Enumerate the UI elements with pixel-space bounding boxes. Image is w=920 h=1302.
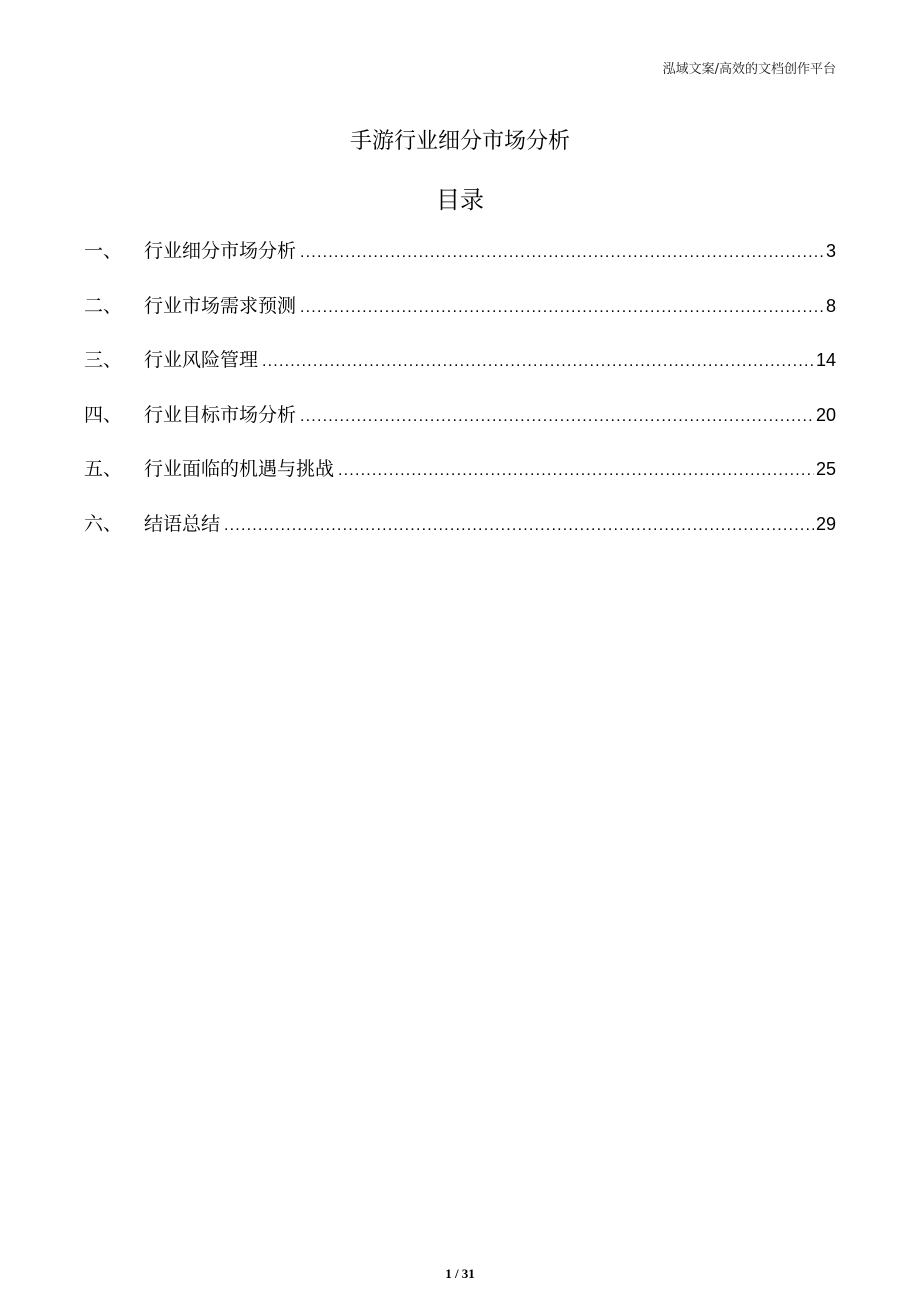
toc-entry-number: 二、 [84,294,123,317]
toc-entry-page: 3 [825,241,836,261]
toc-entry-page: 8 [825,295,836,316]
toc-entry-page: 25 [815,459,836,479]
toc-entry-1[interactable] [84,236,836,266]
toc-entry-number: 三、 [84,349,123,371]
toc-entry-page: 14 [815,350,836,370]
toc-entry-3[interactable] [84,345,836,375]
toc-entry-number: 五、 [84,458,123,480]
toc-dot-leader [300,408,814,426]
toc-entry-2[interactable] [84,291,836,321]
page-header: 泓域文案/高效的文档创作平台 [662,62,836,77]
toc-dot-leader [300,244,824,262]
toc-dot-leader [262,353,814,371]
toc-entry-title: 行业风险管理 [144,349,259,371]
toc-heading: 目录 [436,186,484,214]
table-of-contents [84,236,836,563]
toc-dot-leader [300,299,824,317]
toc-dot-leader [224,517,814,535]
page-number: 1 / 31 [445,1266,475,1281]
toc-entry-title: 结语总结 [144,512,221,535]
toc-entry-5[interactable] [84,454,836,484]
document-title: 手游行业细分市场分析 [349,129,570,154]
toc-dot-leader [338,462,814,480]
toc-entry-page: 29 [815,513,836,534]
toc-entry-4[interactable] [84,400,836,430]
toc-entry-number: 一、 [84,240,123,262]
toc-entry-title: 行业面临的机遇与挑战 [144,458,335,480]
toc-entry-number: 六、 [84,512,123,535]
toc-entry-title: 行业市场需求预测 [144,294,297,317]
toc-entry-title: 行业目标市场分析 [144,403,297,426]
toc-entry-number: 四、 [84,403,123,426]
toc-entry-title: 行业细分市场分析 [144,240,297,262]
toc-entry-page: 20 [815,404,836,425]
toc-entry-6[interactable] [84,509,836,539]
